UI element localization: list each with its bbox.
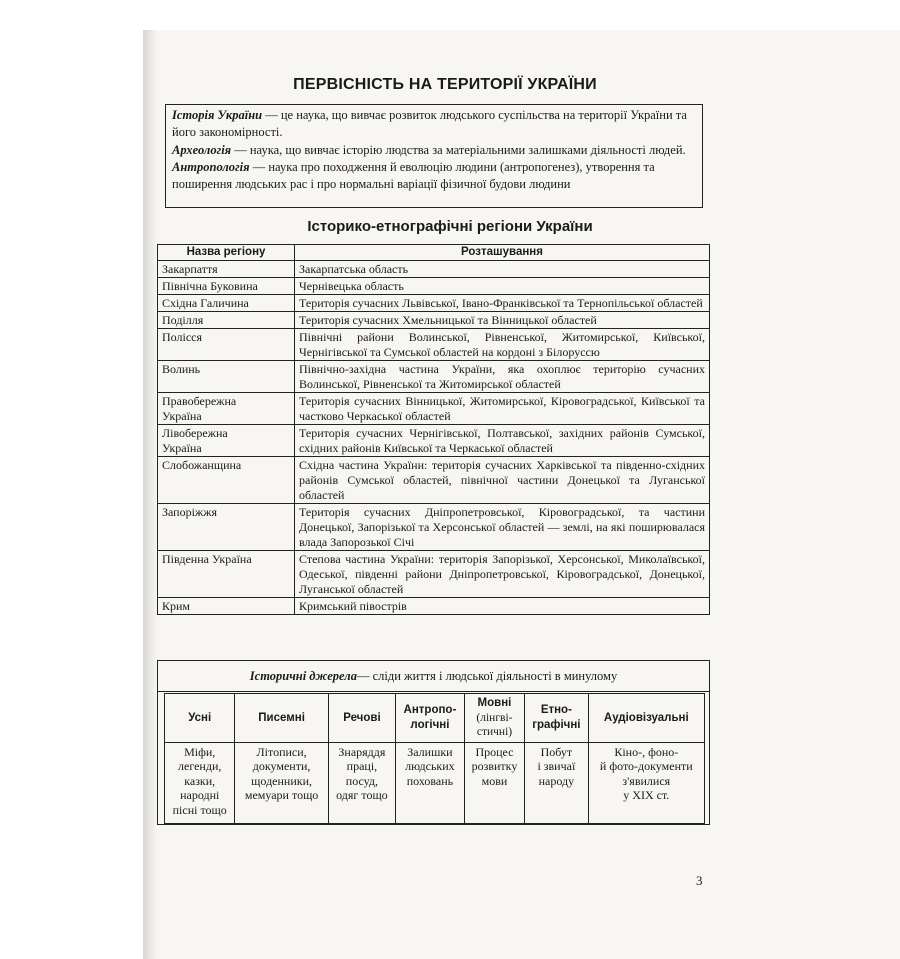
region-name: Поділля: [158, 312, 295, 329]
region-location: Закарпатська область: [295, 261, 710, 278]
source-types-table: [164, 693, 705, 824]
region-name: Лівобережна Україна: [158, 425, 295, 457]
region-name: Волинь: [158, 361, 295, 393]
region-location: Територія сучасних Дніпропетровської, Кіровоградської, та частини Донецької, Запорізької та Херсонської областей — землі, на які поширювалася влада Запорозької Січі: [295, 504, 710, 551]
region-name: Запоріжжя: [158, 504, 295, 551]
region-location: Степова частина України: територія Запорізької, Херсонської, Миколаївської, Одеської, південні райони Дніпропетровської, Кіровоградської, Донецької, Луганської областей: [295, 551, 710, 598]
source-type-header: Антропо- логічні: [396, 694, 465, 743]
region-location: Територія сучасних Львівської, Івано-Франківської та Тернопільської областей: [295, 295, 710, 312]
sources-term: Історичні джерела: [249, 668, 357, 683]
source-type-content: Міфи, легенди, казки, народні пісні тощо: [165, 742, 235, 823]
region-name: Східна Галичина: [158, 295, 295, 312]
definition-term: Антропологія: [172, 159, 250, 174]
source-type-header: Речові: [328, 694, 395, 743]
source-type-header: [464, 694, 524, 743]
table-row: [158, 261, 710, 278]
source-type-content: Залишки людських поховань: [396, 742, 465, 823]
region-name: Північна Буковина: [158, 278, 295, 295]
regions-table: [157, 244, 710, 615]
definition-term: Історія України: [172, 108, 263, 122]
historical-sources-box: [157, 660, 710, 825]
source-type-title: Мовні: [477, 697, 512, 709]
table-header-row: [158, 245, 710, 261]
region-location: Північно-західна частина України, яка охоплює територію сучасних Волинської, Рівненської та Житомирської областей: [295, 361, 710, 393]
definition-history: [172, 107, 696, 142]
region-name: Полісся: [158, 329, 295, 361]
region-name: Слобожанщина: [158, 457, 295, 504]
regions-title: Історико-етнографічні регіони України: [307, 218, 593, 235]
table-row: [158, 278, 710, 295]
column-header: Розташування: [295, 245, 710, 261]
sources-heading: [158, 661, 709, 692]
table-row: [158, 329, 710, 361]
definition-text: — наука про походження й еволюцію людини (антропогенез), утворення та поширення людських рас і про нормальні варіації фізичної будови людини: [172, 159, 655, 192]
definition-text: — наука, що вивчає історію людства за матеріальними залишками діяльності людей.: [231, 142, 686, 157]
table-header-row: [165, 694, 705, 743]
table-row: [158, 361, 710, 393]
column-header: Назва регіону: [158, 245, 295, 261]
region-location: Чернівецька область: [295, 278, 710, 295]
source-type-header: Писемні: [235, 694, 328, 743]
table-row: [158, 295, 710, 312]
sources-definition: — сліди життя і людської діяльності в минулому: [356, 668, 618, 683]
source-type-header: Аудіовізуальні: [588, 694, 704, 743]
page-number: 3: [696, 873, 703, 888]
region-location: Територія сучасних Чернігівської, Полтавської, західних районів Сумської, східних районів Київської та Черкаської областей: [295, 425, 710, 457]
region-location: Територія сучасних Вінницької, Житомирської, Кіровоградської, Київської та частково Черкаської областей: [295, 393, 710, 425]
table-row: [158, 598, 710, 615]
source-type-content: Кіно-, фоно- й фото-документи з'явилися у XIX ст.: [588, 742, 704, 823]
source-type-content: Побут і звичаї народу: [525, 742, 588, 823]
definition-term: Археологія: [172, 142, 232, 157]
region-location: Східна частина України: територія сучасних Харківської та південно-східних районів Сумської областей, північної частини Донецької та Луганської областей: [295, 457, 710, 504]
region-name: Закарпаття: [158, 261, 295, 278]
region-location: Територія сучасних Хмельницької та Вінницької областей: [295, 312, 710, 329]
source-type-content: Літописи, документи, щоденники, мемуари тощо: [235, 742, 328, 823]
definition-anthropology: [172, 159, 696, 194]
region-name: Правобережна Україна: [158, 393, 295, 425]
table-row: [158, 393, 710, 425]
definition-archaeology: [172, 142, 696, 159]
page-title: ПЕРВІСНІСТЬ НА ТЕРИТОРІЇ УКРАЇНИ: [293, 76, 597, 93]
table-row: [158, 457, 710, 504]
definitions-box: [165, 104, 703, 208]
definition-text: — це наука, що вивчає розвиток людського суспільства на території України та його закономірності.: [172, 108, 687, 140]
region-location: Кримський півострів: [295, 598, 710, 615]
page-edge-shadow: [143, 30, 157, 959]
source-type-header: Етно- графічні: [525, 694, 588, 743]
region-name: Південна Україна: [158, 551, 295, 598]
table-row: [158, 312, 710, 329]
table-row: [165, 742, 705, 823]
table-row: [158, 551, 710, 598]
source-type-header: Усні: [165, 694, 235, 743]
source-type-subtitle: (лінгві- стичні): [476, 711, 513, 738]
region-location: Північні райони Волинської, Рівненської, Житомирської, Київської, Чернігівської та Сумської областей на кордоні з Білоруссю: [295, 329, 710, 361]
region-name: Крим: [158, 598, 295, 615]
source-type-content: Процес розвитку мови: [464, 742, 524, 823]
source-type-content: Знаряддя праці, посуд, одяг тощо: [328, 742, 395, 823]
table-row: [158, 425, 710, 457]
table-row: [158, 504, 710, 551]
